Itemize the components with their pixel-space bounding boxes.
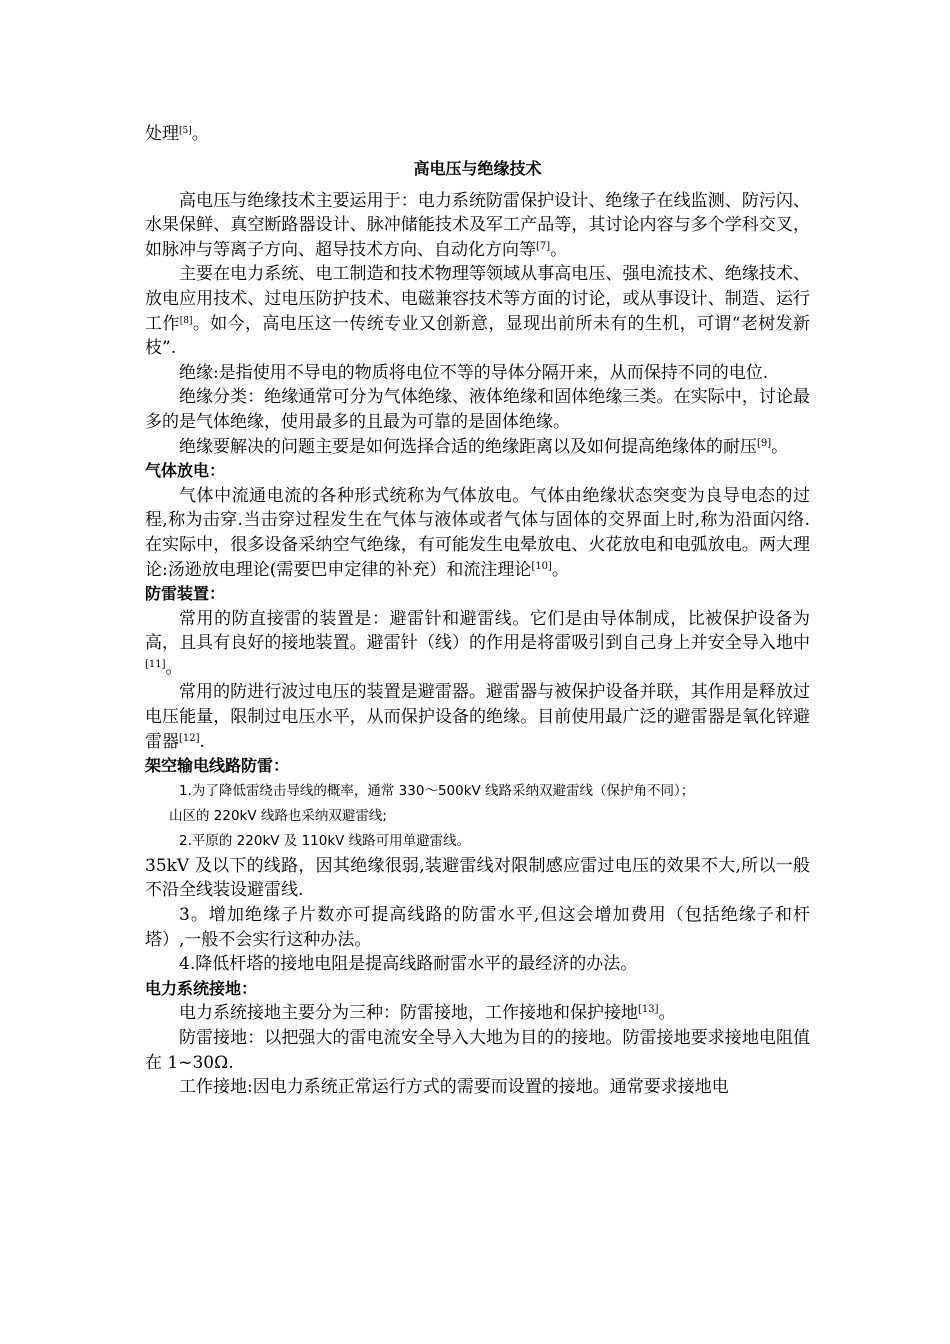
heading-lightning-protection: 防雷装置： xyxy=(145,584,226,604)
paragraph-text-end: . xyxy=(199,731,205,752)
paragraph xyxy=(145,680,810,754)
paragraph xyxy=(145,607,810,681)
paragraph-text-end: 。 xyxy=(165,657,183,678)
paragraph-text: 主要在电力系统、电工制造和技术物理等领域从事高电压、强电流技术、绝缘技术、放电应用技术、过电压防护技术、电磁兼容技术等方面的讨论，或从事设计、制造、运行工作 xyxy=(145,264,810,334)
paragraph-text: 常用的防进行波过电压的装置是避雷器。避雷器与被保护设备并联，其作用是释放过电压能量，限制过电压水平，从而保护设备的绝缘。目前使用最广泛的避雷器是氧化锌避雷器 xyxy=(145,682,810,752)
paragraph-text-end: 。 xyxy=(550,239,568,260)
citation-ref: [5] xyxy=(179,126,192,136)
paragraph: 4.降低杆塔的接地电阻是提高线路耐雷水平的最经济的办法。 xyxy=(179,954,638,975)
document-body xyxy=(145,122,810,1100)
paragraph xyxy=(145,262,810,360)
paragraph-text: 高电压与绝缘技术主要运用于：电力系统防雷保护设计、绝缘子在线监测、防污闪、水果保鲜、真空断路器设计、脉冲储能技术及军工产品等，其讨论内容与多个学科交叉，如脉冲与等离子方向、超导技术方向、自动化方向等 xyxy=(145,190,810,260)
list-item: 2.平原的 220kV 及 110kV 线路可用单避雷线。 xyxy=(179,832,471,849)
citation-ref: [10] xyxy=(531,560,552,572)
paragraph-text: 电力系统接地主要分为三种：防雷接地，工作接地和保护接地 xyxy=(179,1003,638,1024)
paragraph-text: 绝缘要解决的问题主要是如何选择合适的绝缘距离以及如何提高绝缘体的耐压 xyxy=(179,436,757,457)
paragraph-continuation xyxy=(145,122,810,147)
paragraph: 绝缘:是指使用不导电的物质将电位不等的导体分隔开来，从而保持不同的电位. xyxy=(179,362,769,383)
citation-ref: [12] xyxy=(179,732,200,744)
paragraph-text-end: 。 xyxy=(191,124,209,144)
citation-ref: [7] xyxy=(536,240,551,252)
paragraph-text: 处理 xyxy=(145,124,179,144)
heading-grounding: 电力系统接地： xyxy=(145,978,258,998)
paragraph-text-end: 。 xyxy=(551,559,569,580)
paragraph-text: 气体中流通电流的各种形式统称为气体放电。气体由绝缘状态突变为良导电态的过程,称为击穿.当击穿过程发生在气体与液体或者气体与固体的交界面上时,称为沿面闪络.在实际中，很多设备采纳空气绝缘，有可能发生电晕放电、火花放电和电弧放电。两大理论:汤逊放电理论(需要巴申定律的补充）和流注理论 xyxy=(145,485,810,580)
list-item-continuation: 山区的 220kV 线路也采纳双避雷线; xyxy=(169,807,387,824)
list-item: 1.为了降低雷绕击导线的概率，通常 330～500kV 线路采纳双避雷线（保护角不同）； xyxy=(179,782,695,799)
citation-ref: [11] xyxy=(145,658,166,670)
paragraph: 工作接地:因电力系统正常运行方式的需要而设置的接地。通常要求接地电 xyxy=(179,1077,729,1098)
paragraph-text-end: 。如今，高电压这一传统专业又创新意，显现出前所未有的生机，可谓“老树发新枝”. xyxy=(145,313,810,359)
paragraph-text: 常用的防直接雷的装置是：避雷针和避雷线。它们是由导体制成，比被保护设备为高，且具有良好的接地装置。避雷针（线）的作用是将雷吸引到自己身上并安全导入地中 xyxy=(145,608,810,654)
paragraph: 绝缘分类：绝缘通常可分为气体绝缘、液体绝缘和固体绝缘三类。在实际中，讨论最多的是气体绝缘，使用最多的且最为可靠的是固体绝缘。 xyxy=(145,387,810,432)
paragraph: 35kV 及以下的线路，因其绝缘很弱,装避雷线对限制感应雷过电压的效果不大,所以一般不沿全线装设避雷线. xyxy=(145,855,810,901)
heading-gas-discharge: 气体放电： xyxy=(145,461,226,481)
citation-ref: [13] xyxy=(638,1004,659,1016)
paragraph xyxy=(145,484,810,582)
citation-ref: [8] xyxy=(179,315,193,326)
paragraph xyxy=(145,1001,810,1026)
paragraph xyxy=(145,435,810,460)
citation-ref: [9] xyxy=(757,437,772,449)
paragraph: 3。增加绝缘子片数亦可提高线路的防雷水平,但这会增加费用（包括绝缘子和杆塔）,一般不会实行这种办法。 xyxy=(145,905,810,950)
paragraph-text-end: 。 xyxy=(771,436,789,457)
paragraph xyxy=(145,189,810,263)
paragraph-text-end: 。 xyxy=(658,1003,676,1024)
paragraph: 防雷接地：以把强大的雷电流安全导入大地为目的的接地。防雷接地要求接地电阻值在 1~30Ω. xyxy=(145,1028,810,1073)
heading-overhead-line: 架空输电线路防雷： xyxy=(145,756,290,776)
section-title: 高电压与绝缘技术 xyxy=(413,158,542,178)
